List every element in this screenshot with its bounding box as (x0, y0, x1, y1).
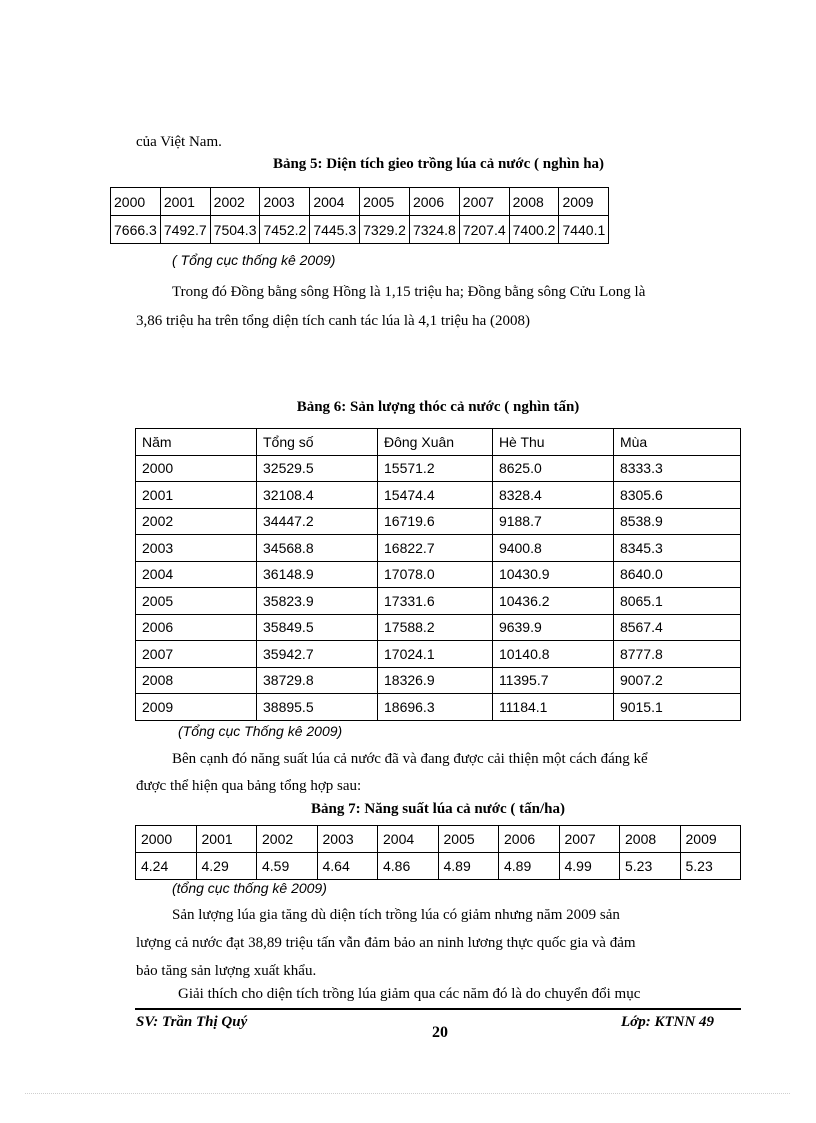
para3-line2: lượng cả nước đạt 38,89 triệu tấn vẫn đảm bảo an ninh lương thực quốc gia và đảm (136, 935, 636, 951)
table5-year-cell: 2002 (210, 188, 260, 216)
table5-value-cell: 7440.1 (559, 216, 609, 244)
table6-cell: 2005 (136, 588, 257, 615)
table-row (136, 535, 741, 562)
table5-value-cell: 7400.2 (509, 216, 559, 244)
table6-header-cell: Năm (136, 429, 257, 456)
table6-cell: 8567.4 (613, 614, 740, 641)
table7-year-row (136, 826, 741, 853)
table6-cell: 2006 (136, 614, 257, 641)
table6-cell: 10430.9 (492, 561, 613, 588)
table5-year-cell: 2006 (409, 188, 459, 216)
table6-cell: 2007 (136, 641, 257, 668)
table6-cell: 17024.1 (378, 641, 493, 668)
para3-line3: bảo tăng sản lượng xuất khẩu. (136, 963, 317, 979)
page-number: 20 (432, 1024, 448, 1041)
footer-class: Lớp: KTNN 49 (621, 1014, 715, 1030)
table5-year-row (111, 188, 609, 216)
table7-year-cell: 2004 (378, 826, 439, 853)
table6-cell: 10436.2 (492, 588, 613, 615)
table6-cell: 9400.8 (492, 535, 613, 562)
table6-cell: 18326.9 (378, 667, 493, 694)
table6-cell: 15474.4 (378, 482, 493, 509)
table5-year-cell: 2000 (111, 188, 161, 216)
table7-year-cell: 2001 (196, 826, 257, 853)
table-row (136, 508, 741, 535)
table6-cell: 8345.3 (613, 535, 740, 562)
table6-header-cell: Đông Xuân (378, 429, 493, 456)
table-row (136, 667, 741, 694)
table6-cell: 8333.3 (613, 455, 740, 482)
table6-cell: 32529.5 (257, 455, 378, 482)
table5-value-cell: 7504.3 (210, 216, 260, 244)
table6-cell: 8625.0 (492, 455, 613, 482)
table6-area (135, 428, 741, 721)
table6-cell: 34447.2 (257, 508, 378, 535)
table5-year-cell: 2001 (160, 188, 210, 216)
table6-cell: 16719.6 (378, 508, 493, 535)
table6-cell: 8328.4 (492, 482, 613, 509)
table6-cell: 32108.4 (257, 482, 378, 509)
table6-cell: 8640.0 (613, 561, 740, 588)
table6-cell: 8538.9 (613, 508, 740, 535)
footer-student: SV: Trần Thị Quý (136, 1014, 248, 1030)
table6-cell: 8305.6 (613, 482, 740, 509)
table7-value-cell: 4.29 (196, 853, 257, 880)
table7-value-cell: 4.59 (257, 853, 318, 880)
table5-value-cell: 7207.4 (459, 216, 509, 244)
table5-value-cell: 7666.3 (111, 216, 161, 244)
table6-cell: 16822.7 (378, 535, 493, 562)
table6-cell: 8065.1 (613, 588, 740, 615)
table7-year-cell: 2002 (257, 826, 318, 853)
table7-value-row (136, 853, 741, 880)
para3-line1: Sản lượng lúa gia tăng dù diện tích trồng lúa có giảm nhưng năm 2009 sản (172, 907, 620, 923)
table6-cell: 17078.0 (378, 561, 493, 588)
table5-year-cell: 2008 (509, 188, 559, 216)
table7-value-cell: 4.89 (438, 853, 499, 880)
table-row (136, 588, 741, 615)
table6-header-cell: Mùa (613, 429, 740, 456)
table-row (136, 641, 741, 668)
table6-cell: 9007.2 (613, 667, 740, 694)
para3-line4: Giải thích cho diện tích trồng lúa giảm qua các năm đó là do chuyển đổi mục (178, 986, 641, 1002)
table6-cell: 9015.1 (613, 694, 740, 721)
table6-cell: 36148.9 (257, 561, 378, 588)
table7-year-cell: 2003 (317, 826, 378, 853)
table6-cell: 2008 (136, 667, 257, 694)
table6-cell: 38729.8 (257, 667, 378, 694)
table7-value-cell: 5.23 (680, 853, 741, 880)
table7-year-cell: 2000 (136, 826, 197, 853)
table7-area (135, 825, 741, 880)
table-row (136, 614, 741, 641)
table7-year-cell: 2005 (438, 826, 499, 853)
table6-cell: 11395.7 (492, 667, 613, 694)
table5-source: ( Tổng cục thống kê 2009) (172, 252, 336, 268)
table7-value-cell: 4.64 (317, 853, 378, 880)
table6-cell: 2001 (136, 482, 257, 509)
table7-value-cell: 4.99 (559, 853, 620, 880)
table-row (136, 455, 741, 482)
table6-cell: 35942.7 (257, 641, 378, 668)
footer-rule (135, 1008, 741, 1010)
table6-cell: 2009 (136, 694, 257, 721)
table6-cell: 34568.8 (257, 535, 378, 562)
table6-cell: 17588.2 (378, 614, 493, 641)
table5-caption: Bảng 5: Diện tích gieo trồng lúa cả nước ( nghìn ha) (272, 156, 605, 172)
table6-cell: 18696.3 (378, 694, 493, 721)
table7-value-cell: 4.86 (378, 853, 439, 880)
table6-cell: 35849.5 (257, 614, 378, 641)
table6-header-row (136, 429, 741, 456)
para1-line1: Trong đó Đồng bằng sông Hồng là 1,15 triệu ha; Đồng bằng sông Cửu Long là (172, 284, 646, 300)
table5-value-row (111, 216, 609, 244)
para1-line2: 3,86 triệu ha trên tổng diện tích canh tác lúa là 4,1 triệu ha (2008) (136, 313, 531, 329)
para2-line2: được thể hiện qua bảng tổng hợp sau: (136, 778, 362, 794)
table5-value-cell: 7445.3 (310, 216, 360, 244)
table7-source: (tổng cục thống kê 2009) (172, 880, 327, 896)
table-row (136, 482, 741, 509)
table6-cell: 17331.6 (378, 588, 493, 615)
table5-year-cell: 2005 (360, 188, 410, 216)
table6-header-cell: Tổng số (257, 429, 378, 456)
table7-year-cell: 2009 (680, 826, 741, 853)
table6-cell: 15571.2 (378, 455, 493, 482)
table5-year-cell: 2003 (260, 188, 310, 216)
table5-value-cell: 7492.7 (160, 216, 210, 244)
table5-year-cell: 2009 (559, 188, 609, 216)
table6-cell: 2002 (136, 508, 257, 535)
table5-year-cell: 2004 (310, 188, 360, 216)
table6-cell: 10140.8 (492, 641, 613, 668)
table7-value-cell: 4.89 (499, 853, 560, 880)
page-bottom-dotted-line (25, 1093, 790, 1094)
table5-year-cell: 2007 (459, 188, 509, 216)
table5-area (110, 187, 609, 244)
table5-value-cell: 7324.8 (409, 216, 459, 244)
intro-tail-text: của Việt Nam. (136, 134, 222, 150)
table6-header-cell: Hè Thu (492, 429, 613, 456)
table7-value-cell: 5.23 (620, 853, 681, 880)
table6-cell: 9188.7 (492, 508, 613, 535)
table6-cell: 35823.9 (257, 588, 378, 615)
table7-year-cell: 2007 (559, 826, 620, 853)
para2-line1: Bên cạnh đó năng suất lúa cả nước đã và đang được cải thiện một cách đáng kể (172, 751, 648, 767)
table6-source: (Tổng cục Thống kê 2009) (178, 723, 343, 739)
table-row (136, 694, 741, 721)
table6-cell: 8777.8 (613, 641, 740, 668)
table7-year-cell: 2008 (620, 826, 681, 853)
table7-caption: Bảng 7: Năng suất lúa cả nước ( tấn/ha) (310, 801, 565, 817)
table6-cell: 2004 (136, 561, 257, 588)
table6-cell: 9639.9 (492, 614, 613, 641)
table7-value-cell: 4.24 (136, 853, 197, 880)
table7-year-cell: 2006 (499, 826, 560, 853)
table-row (136, 561, 741, 588)
table6-cell: 2000 (136, 455, 257, 482)
table6-cell: 2003 (136, 535, 257, 562)
table5-value-cell: 7329.2 (360, 216, 410, 244)
table6-cell: 38895.5 (257, 694, 378, 721)
table5-value-cell: 7452.2 (260, 216, 310, 244)
table6-caption: Bảng 6: Sản lượng thóc cả nước ( nghìn tấn) (296, 399, 580, 415)
table6-cell: 11184.1 (492, 694, 613, 721)
